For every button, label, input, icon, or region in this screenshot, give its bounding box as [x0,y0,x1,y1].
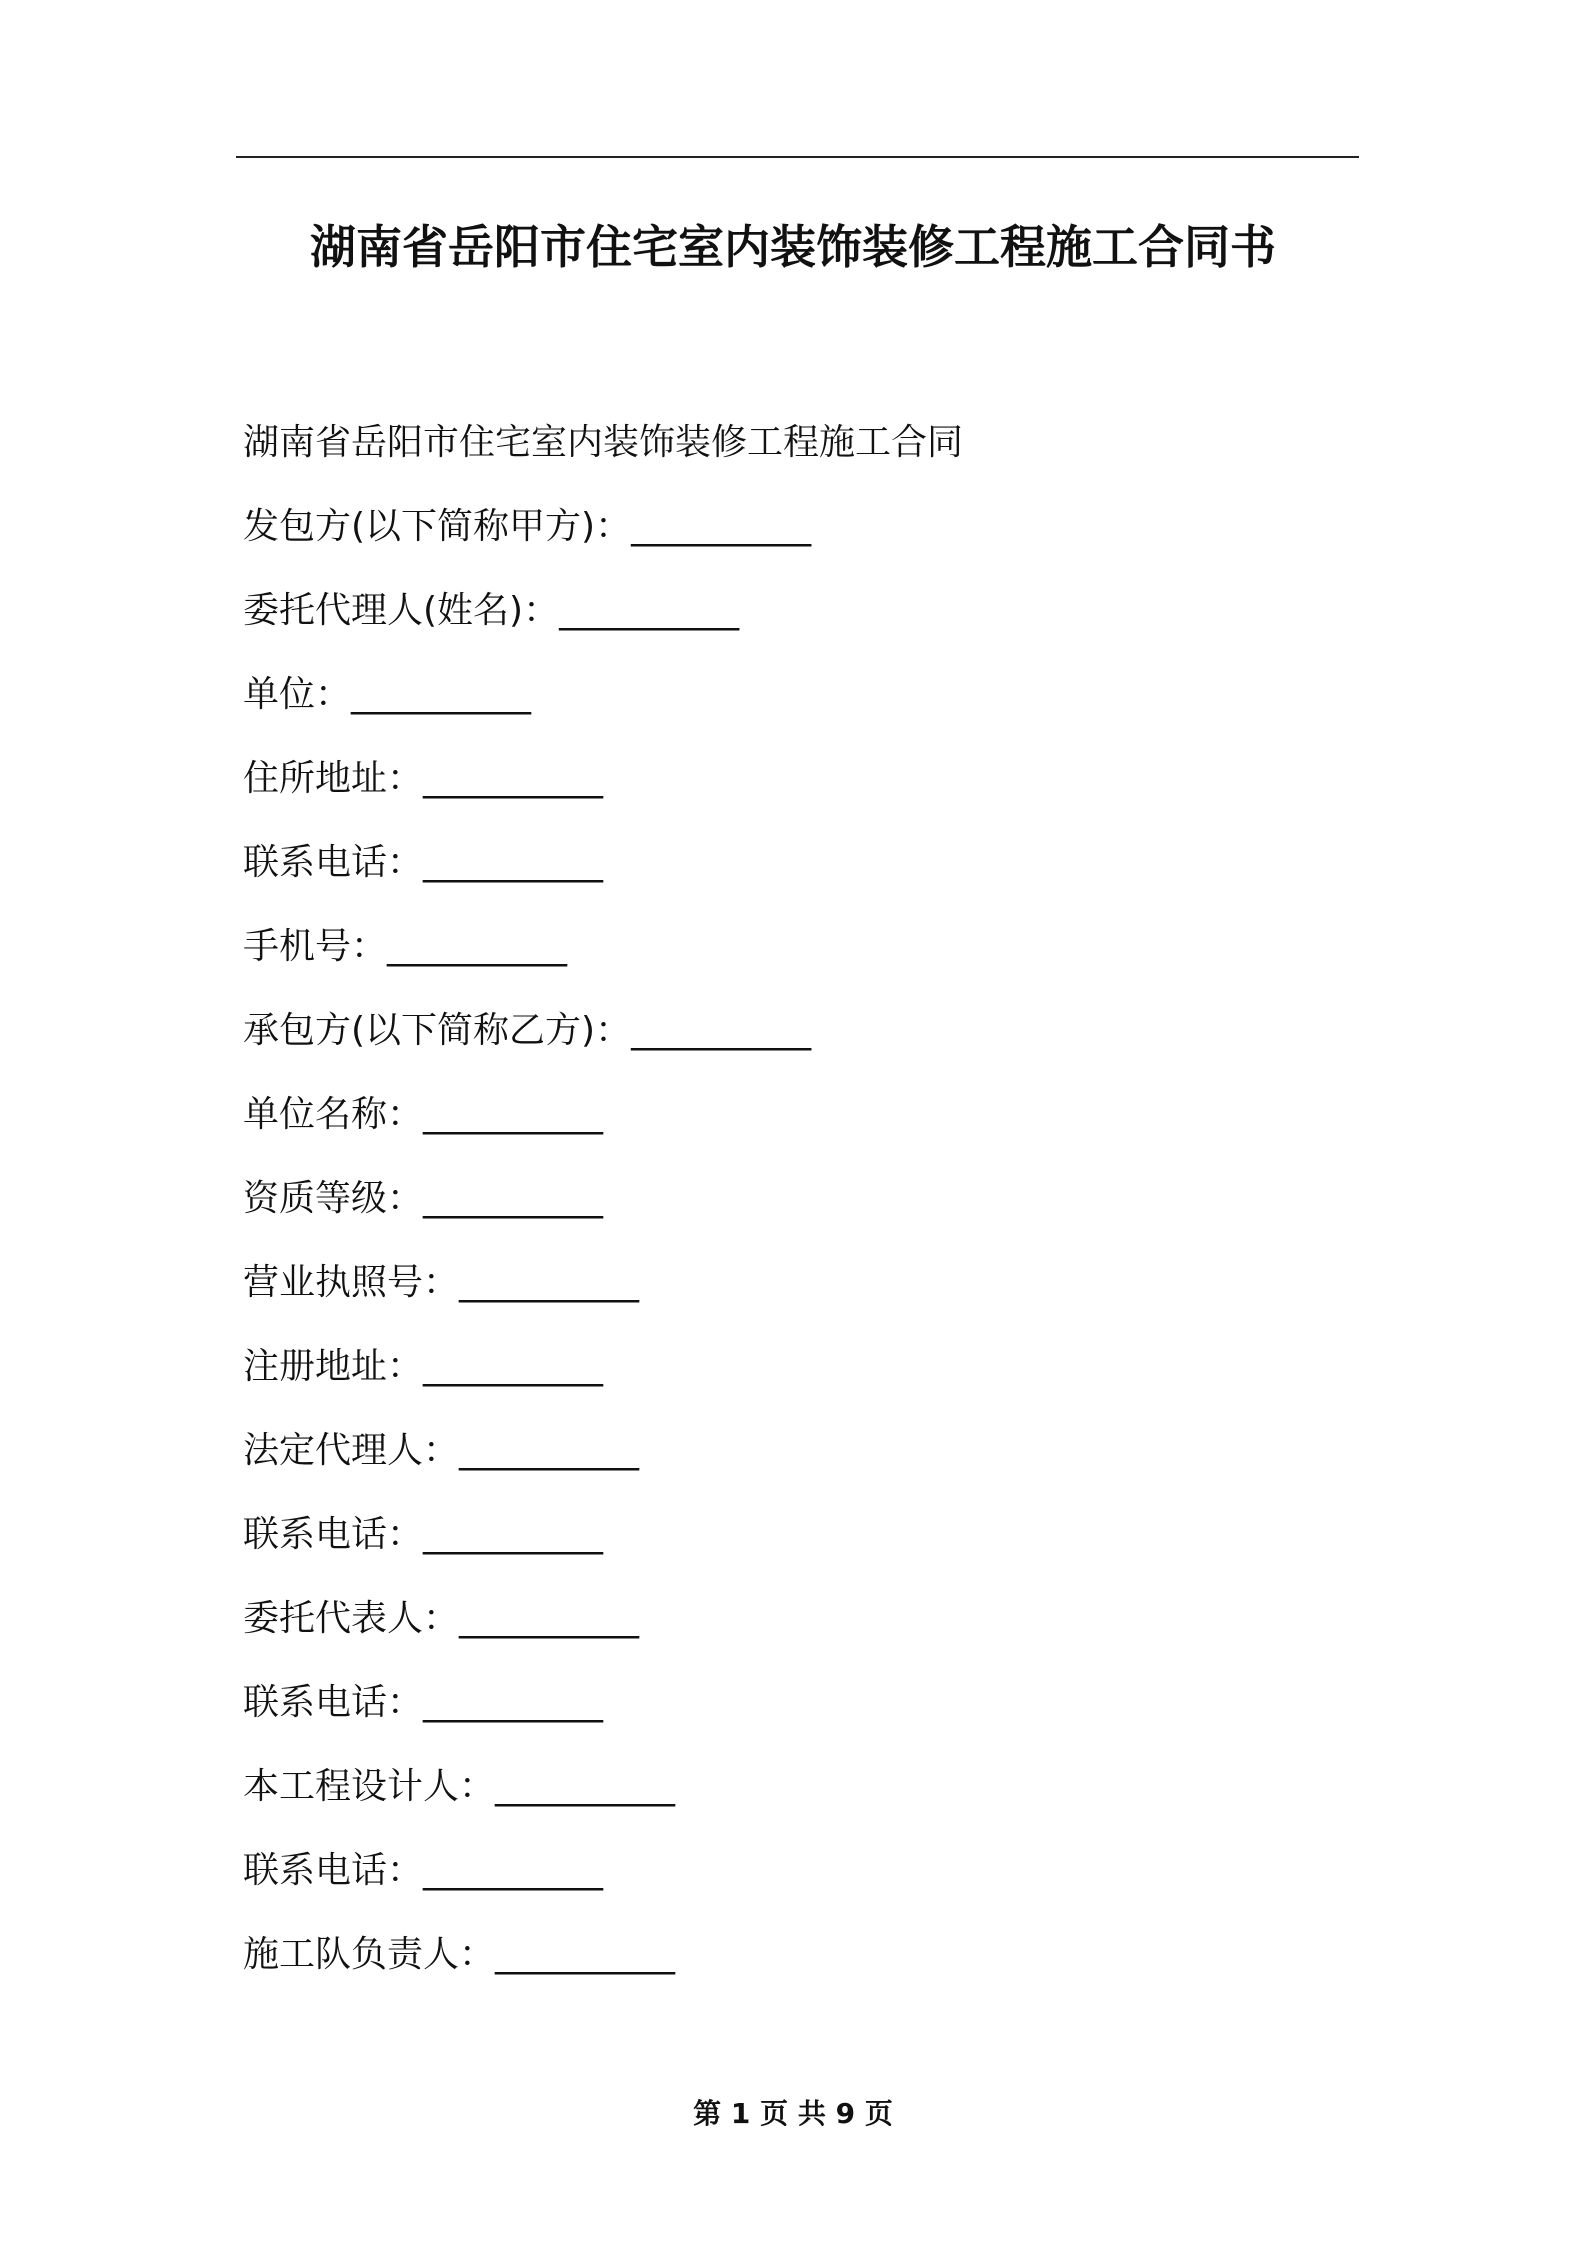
contract-subtitle: 湖南省岳阳市住宅室内装饰装修工程施工合同 [243,422,964,463]
field-party-b-license-number: 营业执照号：__________ [243,1262,640,1303]
field-party-a-unit: 单位：__________ [243,674,532,715]
header-divider [236,156,1359,158]
field-party-a-mobile: 手机号：__________ [243,926,568,967]
field-designer: 本工程设计人：__________ [243,1766,676,1807]
document-title: 湖南省岳阳市住宅室内装饰装修工程施工合同书 [310,220,1276,274]
field-party-b-phone: 联系电话：__________ [243,1514,604,1555]
field-party-a-phone: 联系电话：__________ [243,842,604,883]
field-party-a-agent: 委托代理人(姓名)：__________ [243,590,740,631]
field-party-b-legal-agent: 法定代理人：__________ [243,1430,640,1471]
page-number: 第 1 页 共 9 页 [693,2097,893,2130]
field-party-a-address: 住所地址：__________ [243,758,604,799]
field-designer-phone: 联系电话：__________ [243,1850,604,1891]
field-party-b-representative-phone: 联系电话：__________ [243,1682,604,1723]
document-body [243,401,1353,1997]
field-party-b-registered-address: 注册地址：__________ [243,1346,604,1387]
field-party-b-qualification: 资质等级：__________ [243,1178,604,1219]
field-party-b-company-name: 单位名称：__________ [243,1094,604,1135]
field-party-b-representative: 委托代表人：__________ [243,1598,640,1639]
field-party-a: 发包方(以下简称甲方)：__________ [243,506,812,547]
field-crew-leader: 施工队负责人：__________ [243,1934,676,1975]
field-party-b: 承包方(以下简称乙方)：__________ [243,1010,812,1051]
